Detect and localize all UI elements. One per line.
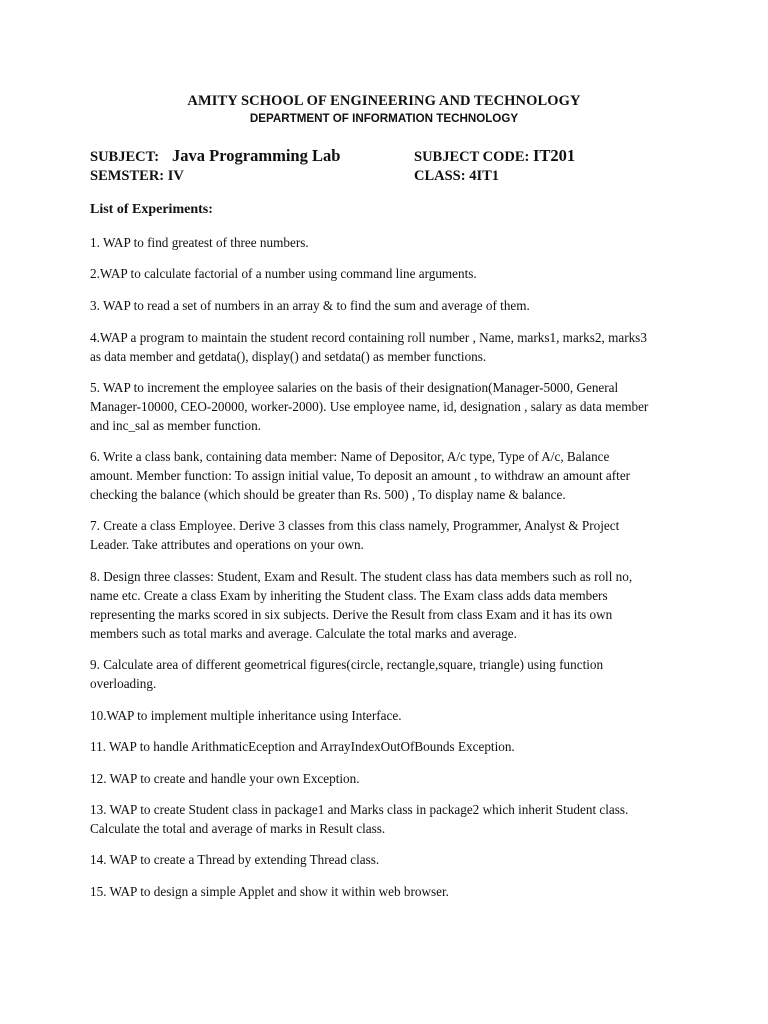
subject-label: SUBJECT:	[90, 149, 160, 165]
experiment-line: and inc_sal as member function.	[90, 418, 262, 433]
experiment-line: as data member and getdata(), display() and setdata() as member functions.	[90, 349, 487, 364]
experiment-line: 4.WAP a program to maintain the student record containing roll number , Name, marks1, marks2, marks3	[90, 330, 647, 345]
experiment-item	[90, 882, 690, 901]
experiment-line: 6. Write a class bank, containing data member: Name of Depositor, A/c type, Type of A/c, Balance	[90, 449, 610, 464]
experiment-line: Manager-10000, CEO-20000, worker-2000). Use employee name, id, designation , salary as data member	[90, 399, 649, 414]
experiment-item	[90, 447, 690, 504]
experiment-item	[90, 296, 690, 315]
experiment-line: 5. WAP to increment the employee salaries on the basis of their designation(Manager-5000, General	[90, 380, 619, 395]
experiment-line: overloading.	[90, 676, 157, 691]
experiment-line: 11. WAP to handle ArithmaticEception and ArrayIndexOutOfBounds Exception.	[90, 739, 515, 754]
experiment-line: 15. WAP to design a simple Applet and show it within web browser.	[90, 884, 449, 899]
experiment-item	[90, 233, 690, 252]
experiment-line: 9. Calculate area of different geometrical figures(circle, rectangle,square, triangle) using function	[90, 657, 604, 672]
experiment-line: 12. WAP to create and handle your own Exception.	[90, 771, 360, 786]
experiment-line: 10.WAP to implement multiple inheritance using Interface.	[90, 708, 402, 723]
subject-line	[90, 146, 340, 166]
experiment-item	[90, 800, 690, 838]
experiment-line: 1. WAP to find greatest of three numbers.	[90, 235, 309, 250]
experiment-line: name etc. Create a class Exam by inheriting the Student class. The Exam class adds data members	[90, 588, 608, 603]
experiment-line: members such as total marks and average. Calculate the total marks and average.	[90, 626, 517, 641]
subject-value: Java Programming Lab	[172, 146, 341, 165]
experiment-line: Leader. Take attributes and operations on your own.	[90, 537, 364, 552]
experiment-item	[90, 706, 690, 725]
class-line: CLASS: 4IT1	[414, 168, 500, 184]
subject-code-value: IT201	[532, 146, 576, 165]
subject-code-label: SUBJECT CODE:	[414, 149, 530, 165]
experiment-line: checking the balance (which should be greater than Rs. 500) , To display name & balance.	[90, 487, 566, 502]
experiment-item	[90, 769, 690, 788]
experiment-item	[90, 850, 690, 869]
experiment-item	[90, 567, 690, 643]
experiment-item	[90, 516, 690, 554]
department-title: DEPARTMENT OF INFORMATION TECHNOLOGY	[249, 112, 519, 125]
experiment-line: 8. Design three classes: Student, Exam and Result. The student class has data members such as roll no,	[90, 569, 633, 584]
experiment-line: 7. Create a class Employee. Derive 3 classes from this class namely, Programmer, Analyst & Project	[90, 518, 620, 533]
experiment-line: 3. WAP to read a set of numbers in an array & to find the sum and average of them.	[90, 298, 530, 313]
subject-code-line	[414, 146, 575, 166]
semester-line: SEMSTER: IV	[90, 168, 184, 184]
list-heading: List of Experiments:	[90, 202, 213, 217]
experiment-item	[90, 328, 690, 366]
experiment-line: representing the marks scored in six subjects. Derive the Result from class Exam and it has its own	[90, 607, 613, 622]
experiment-line: 2.WAP to calculate factorial of a number using command line arguments.	[90, 266, 477, 281]
experiment-item	[90, 737, 690, 756]
experiment-item	[90, 378, 690, 435]
school-title: AMITY SCHOOL OF ENGINEERING AND TECHNOLOGY	[187, 93, 581, 109]
experiment-line: 14. WAP to create a Thread by extending Thread class.	[90, 852, 380, 867]
experiment-line: Calculate the total and average of marks in Result class.	[90, 821, 386, 836]
experiment-line: 13. WAP to create Student class in package1 and Marks class in package2 which inherit Student class.	[90, 802, 629, 817]
experiment-item	[90, 264, 690, 283]
experiment-line: amount. Member function: To assign initial value, To deposit an amount , to withdraw an amount after	[90, 468, 631, 483]
experiment-item	[90, 655, 690, 693]
